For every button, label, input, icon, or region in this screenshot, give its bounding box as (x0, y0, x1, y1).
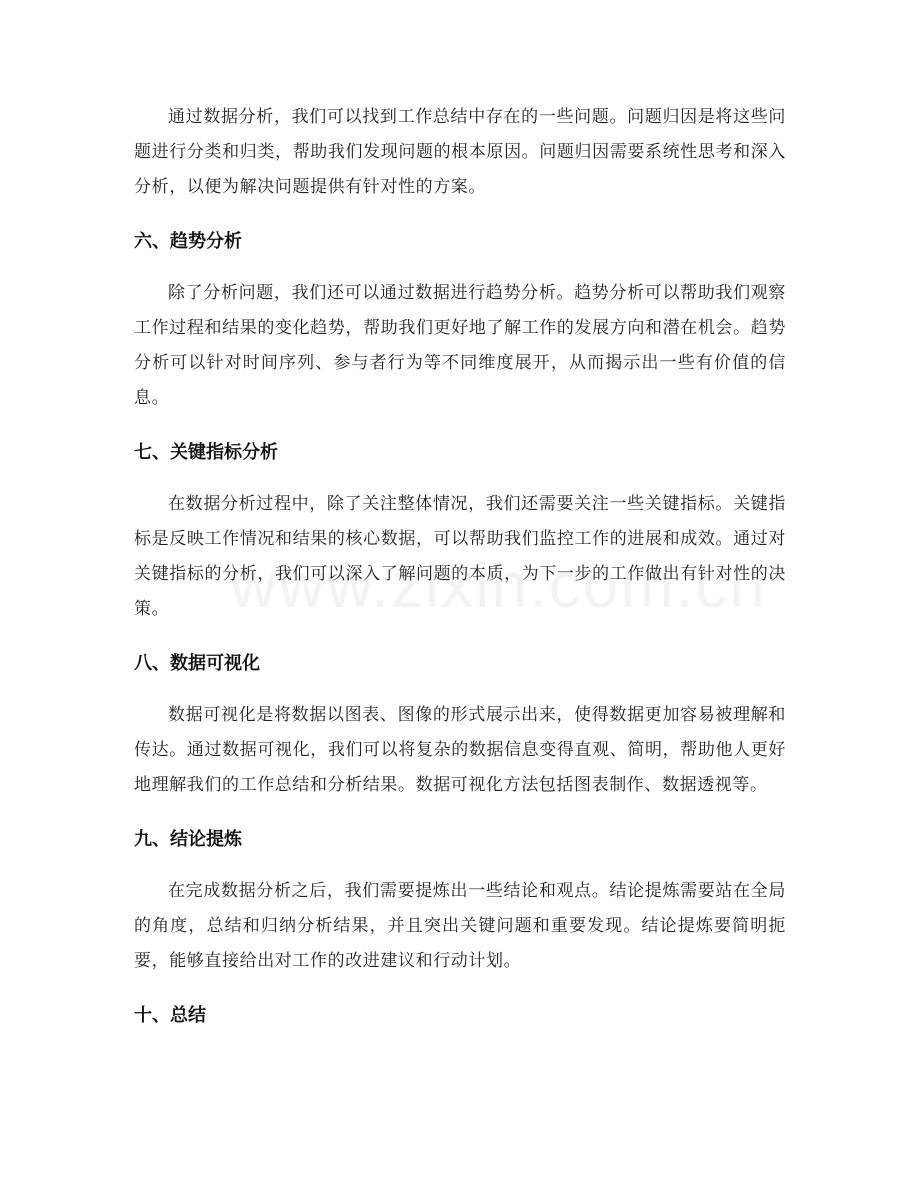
heading-summary: 十、总结 (134, 1005, 206, 1026)
paragraph-key-indicator-analysis: 在数据分析过程中，除了关注整体情况，我们还需要关注一些关键指标。关键指标是反映工作情况和结果的核心数据，可以帮助我们监控工作的进展和成效。通过对关键指标的分析，我们可以深入了解问题的本质，为下一步的工作做出有针对性的决策。 (134, 494, 786, 619)
paragraph-trend-analysis: 除了分析问题，我们还可以通过数据进行趋势分析。趋势分析可以帮助我们观察工作过程和结果的变化趋势，帮助我们更好地了解工作的发展方向和潜在机会。趋势分析可以针对时间序列、参与者行为等不同维度展开，从而揭示出一些有价值的信息。 (134, 283, 786, 408)
heading-data-visualization: 八、数据可视化 (134, 653, 260, 674)
heading-trend-analysis: 六、趋势分析 (134, 231, 242, 252)
heading-key-indicator-analysis: 七、关键指标分析 (134, 442, 278, 463)
paragraph-conclusion-extraction: 在完成数据分析之后，我们需要提炼出一些结论和观点。结论提炼需要站在全局的角度，总结和归纳分析结果，并且突出关键问题和重要发现。结论提炼要简明扼要，能够直接给出对工作的改进建议和行动计划。 (134, 881, 786, 971)
paragraph-data-visualization: 数据可视化是将数据以图表、图像的形式展示出来，使得数据更加容易被理解和传达。通过数据可视化，我们可以将复杂的数据信息变得直观、简明，帮助他人更好地理解我们的工作总结和分析结果。数据可视化方法包括图表制作、数据透视等。 (134, 705, 786, 795)
paragraph-problem-attribution: 通过数据分析，我们可以找到工作总结中存在的一些问题。问题归因是将这些问题进行分类和归类，帮助我们发现问题的根本原因。问题归因需要系统性思考和深入分析，以便为解决问题提供有针对性的方案。 (134, 107, 786, 197)
heading-conclusion-extraction: 九、结论提炼 (134, 829, 242, 850)
document-body (134, 100, 786, 1050)
